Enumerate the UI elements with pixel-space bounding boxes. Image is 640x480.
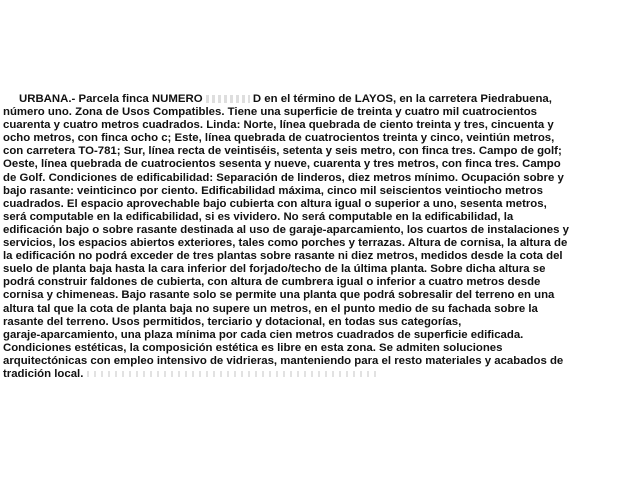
text-line-6: de Golf. Condiciones de edificabilidad: Separación de linderos, diez metros mínimo. Ocupación sobre y xyxy=(3,171,564,184)
paragraph-last-line xyxy=(3,368,631,381)
text-line-19: Condiciones estéticas, la composición estética es libre en esta zona. Se admiten soluciones xyxy=(3,341,503,354)
text-line-1: número uno. Zona de Usos Compatibles. Tiene una superficie de treinta y cuatro mil cuatrocientos xyxy=(3,106,537,119)
text-line-10: edificación bajo o sobre rasante destinada al uso de garaje-aparcamiento, los cuartos de instalaciones y xyxy=(3,223,569,236)
text-line-8: cuadrados. El espacio aprovechable bajo cubierta con altura igual o superior a uno, sesenta metros, xyxy=(3,197,547,210)
text-line-14: podrá construir faldones de cubierta, con altura de cumbrera igual o inferior a cuatro metros desde xyxy=(3,276,541,289)
text-line-9: será computable en la edificabilidad, si es vividero. No será computable en la edificabilidad, la xyxy=(3,210,514,223)
text-line-13: suelo de planta baja hasta la cara inferior del forjado/techo de la última planta. Sobre dicha altura se xyxy=(3,263,546,276)
text-line-17: rasante del terreno. Usos permitidos, terciario y dotacional, en todas sus categorías, xyxy=(3,315,462,328)
paragraph-first-line xyxy=(3,93,631,106)
line-last: tradición local. xyxy=(3,367,84,380)
line-0b: D en el término de LAYOS, en la carretera Piedrabuena, xyxy=(252,93,552,105)
document-text xyxy=(3,93,631,381)
text-line-18: garaje-aparcamiento, una plaza mínima por cada cien metros cuadrados de superficie edificada. xyxy=(3,328,524,341)
text-line-16: altura tal que la cota de planta baja no supere un metros, en el punto medio de su fachada sobre la xyxy=(3,302,538,315)
line-0a: URBANA.- Parcela finca NUMERO xyxy=(19,93,203,105)
text-line-11: servicios, los espacios abiertos exteriores, tales como porches y terrazas. Altura de cornisa, la altura de xyxy=(3,237,568,250)
text-line-4: con carretera TO-781; Sur, línea recta de veintiséis, setenta y seis metro, con finca tres. Campo de golf; xyxy=(3,145,562,158)
redacted-tail xyxy=(87,371,377,377)
text-line-3: ocho metros, con finca ocho c; Este, línea quebrada de cuatrocientos treinta y cinco, veintiún metros, xyxy=(3,132,555,145)
text-line-12: la edificación no podrá exceder de tres plantas sobre rasante ni diez metros, medidos desde la cota del xyxy=(3,250,563,263)
redacted-number xyxy=(206,95,250,103)
text-line-7: bajo rasante: veinticinco por ciento. Edificabilidad máxima, cinco mil seiscientos veintiocho metros xyxy=(3,184,543,197)
text-line-2: cuarenta y cuatro metros cuadrados. Linda: Norte, línea quebrada de ciento treinta y tres, cincuenta y xyxy=(3,119,554,132)
text-line-20: arquitectónicas con empleo intensivo de vidrieras, manteniendo para el resto materiales y acabados de xyxy=(3,354,564,367)
text-line-5: Oeste, línea quebrada de cuatrocientos sesenta y nueve, cuarenta y tres metros, con finca tres. Campo xyxy=(3,158,561,171)
text-line-15: cornisa y chimeneas. Bajo rasante solo se permite una planta que podrá sobresalir del terreno en una xyxy=(3,289,555,302)
